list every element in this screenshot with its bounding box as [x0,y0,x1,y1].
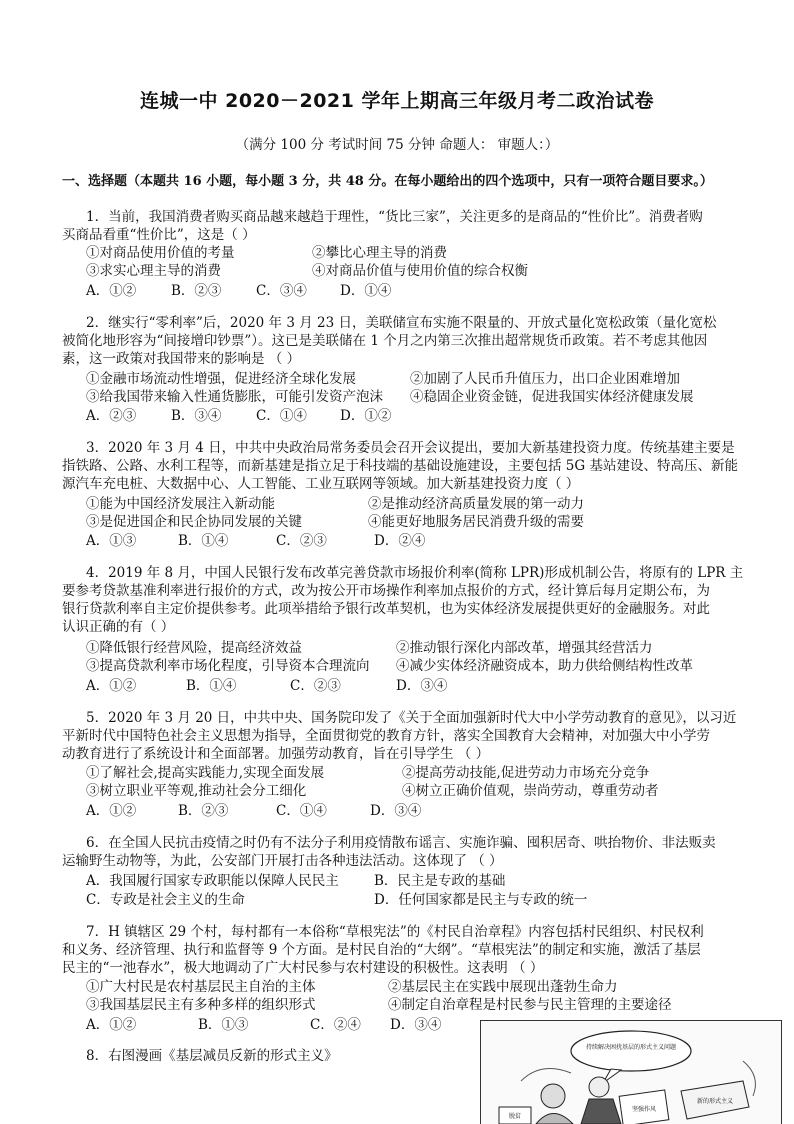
question-2-option-2: ②加剧了人民币升值压力，出口企业困难增加 [410,370,680,388]
question-4-text: 要参考贷款基准利率进行报价的方式，改为按公开市场操作利率加点报价的方式，经计算后每月定期公布，为 [62,582,710,600]
figure-body [536,1114,573,1124]
motion-line [521,1069,571,1082]
tag-text-2: 坚强作风 [632,1105,656,1113]
question-8-text: 8．右图漫画《基层减员反新的形式主义》 [86,1047,338,1065]
question-4-option-3: ③提高贷款利率市场化程度，引导资本合理流向 [86,657,370,675]
question-7-choice-d: D．③④ [390,1016,441,1034]
cartoon-illustration [481,1021,781,1124]
figure-head-2 [589,1077,609,1097]
bubble-text: 持续解决困扰基层的形式主义问题 [586,1043,676,1051]
question-6-choice-a: A．我国履行国家专政职能以保障人民民主 [86,872,339,890]
question-5-text: 平新时代中国特色社会主义思想为指导，全面贯彻党的教育方针，落实全国教育大会精神，对加强大中小学劳 [62,727,710,745]
question-1-choice-b: B．②③ [171,282,221,300]
question-4-option-4: ④减少实体经济融资成本，助力供给侧结构性改革 [396,657,693,675]
question-3-option-3: ③是促进国企和民企协同发展的关键 [86,513,302,531]
tag-text-1: 脱贫 [509,1112,521,1120]
question-3-choice-d: D．②④ [374,532,425,550]
question-1-text: 买商品看重“性价比”，这是（ ） [62,226,256,244]
question-7-choice-c: C．②④ [310,1016,361,1034]
question-4-choice-b: B．①④ [186,677,236,695]
question-7-text: 民主的“一池春水”，极大地调动了广大村民参与农村建设的积极性。这表明 （ ） [62,959,543,977]
question-4-choice-d: D．③④ [396,677,447,695]
question-3-choice-a: A．①③ [86,532,136,550]
question-1-option-2: ②攀比心理主导的消费 [312,244,447,262]
question-2-choice-a: A．②③ [86,407,136,425]
question-7-option-2: ②基层民主在实践中展现出蓬勃生命力 [388,978,618,996]
question-7-text: 7．H 镇辖区 29 个村，每村都有一本俗称“草根宪法”的《村民自治章程》内容包括村民组织、村民权利 [86,923,704,941]
question-5-choice-b: B．②③ [178,802,228,820]
question-3-choice-c: C．②③ [276,532,327,550]
question-3-option-2: ②是推动经济高质量发展的第一动力 [368,495,584,513]
question-3-option-4: ④能更好地服务居民消费升级的需要 [368,513,584,531]
question-1-option-1: ①对商品使用价值的考量 [86,244,235,262]
question-3-text: 源汽车充电桩、大数据中心、人工智能、工业互联网等领域。加大新基建投资力度（ ） [62,475,579,493]
section-heading: 一、选择题（本题共 16 小题，每小题 3 分，共 48 分。在每小题给出的四个选项中，只有一项符合题目要求。） [62,170,782,189]
question-4-text: 4．2019 年 8 月，中国人民银行发布改革完善贷款市场报价利率(简称 LPR)形成机制公告，将原有的 LPR 主 [86,564,743,582]
question-7-option-3: ③我国基层民主有多种多样的组织形式 [86,996,316,1014]
question-5-choice-a: A．①② [86,802,136,820]
question-6-choice-b: B．民主是专政的基础 [374,872,505,890]
question-7-choice-b: B．①③ [198,1016,248,1034]
figure-head [541,1084,565,1108]
question-1-choice-d: D．①④ [340,282,391,300]
question-1-option-4: ④对商品价值与使用价值的综合权衡 [312,262,528,280]
question-2-option-4: ④稳固企业资金链，促进我国实体经济健康发展 [410,388,694,406]
question-5-option-3: ③树立职业平等观,推动社会分工细化 [86,782,306,800]
question-2-option-3: ③给我国带来输入性通货膨胀，可能引发资产泡沫 [86,388,383,406]
speech-bubble [571,1031,691,1071]
exam-info: （满分 100 分 考试时间 75 分钟 命题人： 审题人：） [0,133,794,153]
question-7-option-4: ④制定自治章程是村民参与民主管理的主要途径 [388,996,672,1014]
question-6-choice-d: D．任何国家都是民主与专政的统一 [374,891,587,909]
question-3-text: 3．2020 年 3 月 4 日，中共中央政治局常务委员会召开会议提出，要加大新基建投资力度。传统基建主要是 [86,439,735,457]
question-3-choice-b: B．①④ [178,532,228,550]
question-5-option-2: ②提高劳动技能,促进劳动力市场充分竞争 [402,764,649,782]
question-1-choice-a: A．①② [86,282,136,300]
question-2-text: 被简化地形容为“间接增印钞票”）。这已是美联储在 1 个月之内第三次推出超常规货币政策。若不考虑其他因 [62,332,707,350]
question-2-option-1: ①金融市场流动性增强，促进经济全球化发展 [86,370,356,388]
question-4-option-2: ②推动银行深化内部改革，增强其经营活力 [396,639,653,657]
question-4-option-1: ①降低银行经营风险，提高经济效益 [86,639,302,657]
cartoon-image [480,1020,782,1124]
tag-text-3: 新的形式主义 [697,1097,733,1105]
question-7-option-1: ①广大村民是农村基层民主自治的主体 [86,978,316,996]
question-1-option-3: ③求实心理主导的消费 [86,262,221,280]
question-2-choice-d: D．①② [340,407,391,425]
question-7-text: 和义务、经济管理、执行和监督等 9 个方面。是村民自治的“大纲”。“草根宪法”的制定和实施，激活了基层 [62,941,701,959]
figure-suit [581,1099,621,1124]
question-5-choice-c: C．①④ [276,802,327,820]
question-2-text: 2．继实行“零利率”后，2020 年 3 月 23 日，美联储宣布实施不限量的、开放式量化宽松政策（量化宽松 [86,314,716,332]
question-4-text: 银行贷款利率自主定价提供参考。此项举措给予银行改革契机，也为实体经济发展提供更好的金融服务。对此 [62,600,710,618]
question-5-text: 5．2020 年 3 月 20 日，中共中央、国务院印发了《关于全面加强新时代大中小学劳动教育的意见》，以习近 [86,709,736,727]
question-3-text: 指铁路、公路、水利工程等，而新基建是指立足于科技端的基础设施建设，主要包括 5G 基站建设、特高压、新能 [62,457,738,475]
question-5-text: 动教育进行了系统设计和全面部署。加强劳动教育，旨在引导学生 （ ） [62,745,489,763]
question-6-text: 6．在全国人民抗击疫情之时仍有不法分子利用疫情散布谣言、实施诈骗、囤积居奇、哄抬物价、非法贩卖 [86,834,716,852]
question-6-choice-c: C．专政是社会主义的生命 [86,891,245,909]
question-5-option-4: ④树立正确价值观，崇尚劳动，尊重劳动者 [402,782,659,800]
question-2-choice-c: C．①④ [256,407,307,425]
question-2-choice-b: B．③④ [171,407,221,425]
question-4-choice-a: A．①② [86,677,136,695]
question-2-text: 素，这一政策对我国带来的影响是 （ ） [62,350,300,368]
question-1-text: 1．当前，我国消费者购买商品越来越趋于理性，“货比三家”，关注更多的是商品的“性价比”。消费者购 [86,208,703,226]
question-5-option-1: ①了解社会,提高实践能力,实现全面发展 [86,764,324,782]
question-3-option-1: ①能为中国经济发展注入新动能 [86,495,275,513]
page-title: 连城一中 2020－2021 学年上期高三年级月考二政治试卷 [0,86,794,113]
question-5-choice-d: D．③④ [370,802,421,820]
question-4-text: 认识正确的有（ ） [62,618,174,636]
question-7-choice-a: A．①② [86,1016,136,1034]
question-6-text: 运输野生动物等，为此，公安部门开展打击各种违法活动。这体现了 （ ） [62,852,503,870]
question-4-choice-c: C．②③ [290,677,341,695]
question-1-choice-c: C．③④ [256,282,307,300]
